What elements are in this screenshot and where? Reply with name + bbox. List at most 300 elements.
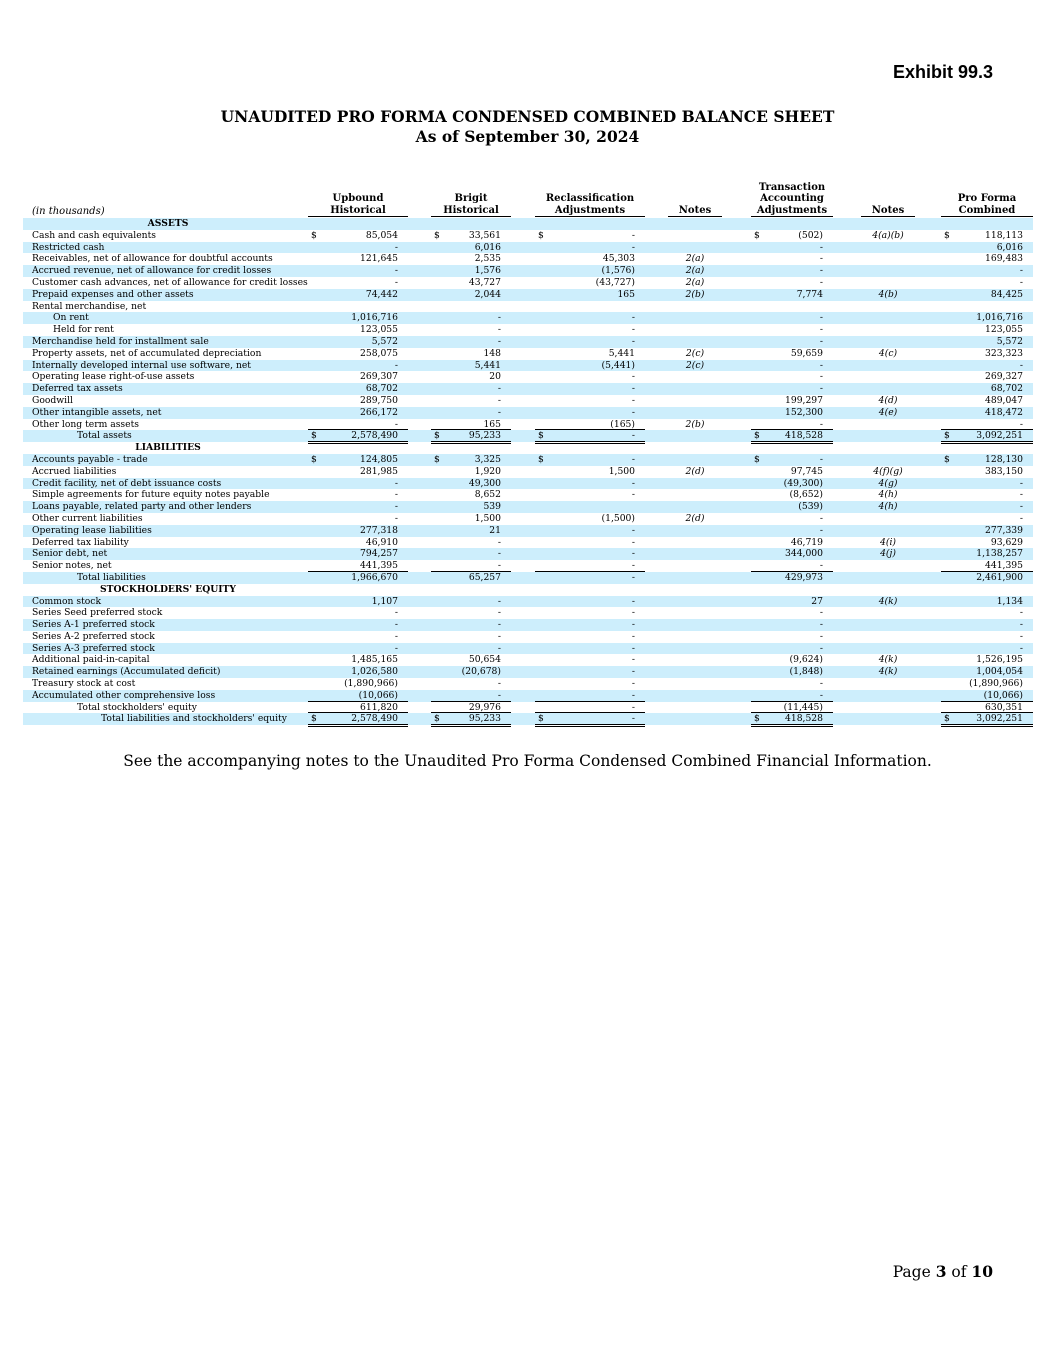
row-label: Internally developed internal use software, net [32, 359, 252, 371]
cell-up [308, 607, 408, 619]
cell-pf [941, 643, 1033, 655]
cell-ta [751, 489, 833, 501]
cell-re [535, 513, 645, 525]
cell-up [308, 619, 408, 631]
cell-value: - [631, 630, 635, 642]
row-label: Held for rent [53, 324, 114, 336]
cell-value: - [394, 265, 398, 277]
cell-value: 418,472 [985, 406, 1023, 418]
cell-up [308, 690, 408, 702]
cell-ta [751, 537, 833, 549]
cell-value: 199,297 [785, 394, 823, 406]
cell-up [308, 548, 408, 560]
cell-re [535, 395, 645, 407]
cell-re [535, 301, 645, 313]
note-reference: 2(b) [685, 288, 705, 300]
header-transaction-accounting-adjustments: Transaction Accounting Adjustments [751, 182, 833, 218]
cell-value: - [819, 324, 823, 336]
cell-br [431, 253, 511, 265]
cell-up [308, 489, 408, 501]
row-label: Restricted cash [32, 241, 105, 253]
cell-value: 128,130 [985, 453, 1023, 465]
cell-re [535, 383, 645, 395]
column-headers [23, 180, 1033, 218]
row-label: Accrued revenue, net of allowance for credit losses [32, 265, 272, 277]
cell-value: 124,805 [360, 453, 398, 465]
cell-pf [941, 478, 1033, 490]
cell-re [535, 619, 645, 631]
cell-value: 3,092,251 [976, 430, 1023, 442]
cell-value: - [631, 312, 635, 324]
row-label: Accounts payable - trade [32, 453, 148, 465]
row-label: Accumulated other comprehensive loss [32, 689, 216, 701]
cell-value: - [631, 701, 635, 713]
cell-value: 441,395 [360, 560, 398, 572]
table-row [23, 572, 1033, 584]
cell-value: 269,307 [360, 371, 398, 383]
cell-value: - [819, 642, 823, 654]
cell-value: - [819, 418, 823, 430]
cell-br [431, 478, 511, 490]
cell-re [535, 690, 645, 702]
row-label: Series A-2 preferred stock [32, 630, 155, 642]
cell-value: - [819, 371, 823, 383]
row-label: Operating lease right-of-use assets [32, 371, 195, 383]
table-row [23, 324, 1033, 336]
cell-value: 68,702 [365, 383, 398, 395]
cell-br [431, 654, 511, 666]
cell-value: 2,461,900 [976, 571, 1023, 583]
cell-re [535, 360, 645, 372]
cell-value: - [631, 607, 635, 619]
cell-value: 27 [811, 595, 823, 607]
note-reference: 4(c) [878, 347, 898, 359]
cell-value: 489,047 [985, 394, 1023, 406]
cell-pf [941, 289, 1033, 301]
cell-pf [941, 301, 1033, 313]
cell-value: 266,172 [360, 406, 398, 418]
cell-value: (11,445) [783, 701, 823, 713]
cell-value: 165 [617, 288, 635, 300]
cell-value: - [631, 595, 635, 607]
note-reference: 4(k) [878, 595, 898, 607]
cell-up [308, 371, 408, 383]
cell-br [431, 690, 511, 702]
cell-pf [941, 395, 1033, 407]
note-reference: 2(d) [685, 465, 705, 477]
cell-value: - [631, 548, 635, 560]
cell-value: - [631, 406, 635, 418]
cell-value: 1,107 [371, 595, 398, 607]
table-row [23, 336, 1033, 348]
cell-value: - [819, 678, 823, 690]
cell-pf [941, 242, 1033, 254]
cell-value: 95,233 [468, 713, 501, 725]
cell-value: - [394, 512, 398, 524]
cell-value: 20 [489, 371, 501, 383]
row-label: Cash and cash equivalents [32, 229, 156, 241]
cell-value: - [394, 501, 398, 513]
cell-value: 3,325 [474, 453, 501, 465]
currency-symbol: $ [754, 453, 760, 465]
cell-pf [941, 230, 1033, 242]
cell-value: 539 [483, 501, 501, 513]
cell-value: - [497, 324, 501, 336]
row-label: Total assets [77, 430, 132, 442]
cell-re [535, 548, 645, 560]
cell-up [308, 713, 408, 727]
cell-value: 43,727 [468, 276, 501, 288]
cell-br [431, 489, 511, 501]
cell-pf [941, 253, 1033, 265]
cell-up [308, 643, 408, 655]
cell-ta [751, 713, 833, 727]
cell-value: 323,323 [985, 347, 1023, 359]
cell-ta [751, 265, 833, 277]
cell-re [535, 454, 645, 466]
cell-value: - [631, 560, 635, 572]
cell-value: 45,303 [602, 253, 635, 265]
cell-value: 2,044 [474, 288, 501, 300]
cell-ta [751, 654, 833, 666]
row-label: On rent [53, 312, 89, 324]
cell-re [535, 489, 645, 501]
cell-value: 1,485,165 [351, 654, 398, 666]
cell-value: - [497, 406, 501, 418]
page-total: 10 [971, 1262, 993, 1281]
cell-ta [751, 312, 833, 324]
cell-value: 1,016,716 [351, 312, 398, 324]
table-row [23, 713, 1033, 725]
cell-up [308, 702, 408, 714]
cell-value: 29,976 [468, 701, 501, 713]
cell-value: - [631, 430, 635, 442]
table-row [23, 631, 1033, 643]
cell-br [431, 537, 511, 549]
cell-value: (5,441) [601, 359, 635, 371]
cell-value: - [394, 359, 398, 371]
cell-value: - [631, 536, 635, 548]
row-label: Customer cash advances, net of allowance for credit losses [32, 276, 308, 288]
cell-re [535, 289, 645, 301]
table-row [23, 289, 1033, 301]
cell-up [308, 336, 408, 348]
cell-value: 1,966,670 [351, 571, 398, 583]
row-label: Accrued liabilities [32, 465, 117, 477]
cell-pf [941, 336, 1033, 348]
cell-value: 123,055 [985, 324, 1023, 336]
row-label: Total stockholders' equity [77, 701, 197, 713]
note-reference: 4(k) [878, 654, 898, 666]
cell-value: (8,652) [789, 489, 823, 501]
cell-pf [941, 513, 1033, 525]
cell-pf [941, 371, 1033, 383]
cell-br [431, 596, 511, 608]
cell-re [535, 466, 645, 478]
cell-value: - [819, 619, 823, 631]
cell-value: (10,066) [358, 689, 398, 701]
cell-value: 8,652 [474, 489, 501, 501]
table-row [23, 501, 1033, 513]
balance-sheet-table [23, 218, 1033, 725]
note-reference: 4(h) [878, 501, 898, 513]
note-reference: 2(a) [685, 276, 705, 288]
cell-value: - [819, 524, 823, 536]
cell-pf [941, 265, 1033, 277]
table-row [23, 277, 1033, 289]
row-label: Other current liabilities [32, 512, 143, 524]
note-reference: 4(k) [878, 666, 898, 678]
cell-value: 2,578,490 [351, 430, 398, 442]
title-line-1: UNAUDITED PRO FORMA CONDENSED COMBINED BALANCE SHEET [220, 107, 835, 126]
cell-up [308, 301, 408, 313]
cell-ta [751, 230, 833, 242]
cell-value: 33,561 [468, 229, 501, 241]
cell-value: - [819, 607, 823, 619]
row-label: Rental merchandise, net [32, 300, 147, 312]
cell-value: - [819, 560, 823, 572]
table-row [23, 395, 1033, 407]
cell-up [308, 324, 408, 336]
cell-value: 1,134 [996, 595, 1023, 607]
cell-pf [941, 324, 1033, 336]
cell-up [308, 395, 408, 407]
table-row [23, 643, 1033, 655]
section-header-row [23, 442, 1033, 454]
cell-value: 21 [489, 524, 501, 536]
cell-ta [751, 607, 833, 619]
cell-re [535, 348, 645, 360]
cell-pf [941, 654, 1033, 666]
cell-value: - [497, 335, 501, 347]
table-row [23, 265, 1033, 277]
cell-pf [941, 631, 1033, 643]
row-label: Loans payable, related party and other lenders [32, 501, 252, 513]
cell-re [535, 678, 645, 690]
cell-value: (1,576) [601, 265, 635, 277]
cell-re [535, 654, 645, 666]
cell-ta [751, 690, 833, 702]
cell-value: 269,327 [985, 371, 1023, 383]
cell-value: 148 [483, 347, 501, 359]
cell-up [308, 537, 408, 549]
cell-re [535, 253, 645, 265]
section-header-row [23, 218, 1033, 230]
unit-label: (in thousands) [32, 206, 105, 217]
cell-re [535, 265, 645, 277]
cell-value: 97,745 [790, 465, 823, 477]
cell-ta [751, 253, 833, 265]
cell-re [535, 312, 645, 324]
cell-value: - [497, 630, 501, 642]
row-label: Deferred tax assets [32, 383, 123, 395]
cell-pf [941, 383, 1033, 395]
cell-ta [751, 678, 833, 690]
header-pro-forma-combined: Pro Forma Combined [941, 193, 1033, 217]
cell-br [431, 619, 511, 631]
cell-value: 1,016,716 [976, 312, 1023, 324]
cell-value: - [819, 630, 823, 642]
currency-symbol: $ [538, 453, 544, 465]
cell-value: - [394, 477, 398, 489]
row-label: Goodwill [32, 394, 73, 406]
cell-value: 6,016 [996, 241, 1023, 253]
cell-pf [941, 713, 1033, 727]
cell-value: - [1019, 642, 1023, 654]
cell-ta [751, 360, 833, 372]
cell-ta [751, 348, 833, 360]
cell-pf [941, 537, 1033, 549]
cell-value: (539) [798, 501, 823, 513]
cell-pf [941, 489, 1033, 501]
currency-symbol: $ [538, 229, 544, 241]
currency-symbol: $ [754, 229, 760, 241]
currency-symbol: $ [754, 713, 760, 725]
cell-ta [751, 395, 833, 407]
cell-value: 95,233 [468, 430, 501, 442]
cell-up [308, 360, 408, 372]
cell-value: - [819, 359, 823, 371]
row-label: Senior debt, net [32, 548, 108, 560]
cell-value: - [1019, 630, 1023, 642]
cell-pf [941, 348, 1033, 360]
cell-value: 429,973 [785, 571, 823, 583]
cell-br [431, 312, 511, 324]
cell-ta [751, 643, 833, 655]
cell-br [431, 548, 511, 560]
cell-br [431, 466, 511, 478]
cell-br [431, 560, 511, 572]
cell-value: 441,395 [985, 560, 1023, 572]
document-title [0, 107, 1055, 147]
cell-value: 289,750 [360, 394, 398, 406]
cell-br [431, 289, 511, 301]
cell-value: - [631, 453, 635, 465]
cell-value: (1,890,966) [344, 678, 398, 690]
cell-pf [941, 690, 1033, 702]
cell-ta [751, 383, 833, 395]
cell-value: - [631, 689, 635, 701]
cell-value: - [497, 607, 501, 619]
cell-re [535, 666, 645, 678]
cell-br [431, 395, 511, 407]
cell-value: - [819, 265, 823, 277]
cell-ta [751, 478, 833, 490]
cell-value: - [1019, 619, 1023, 631]
cell-re [535, 643, 645, 655]
cell-value: - [1019, 265, 1023, 277]
cell-value: (20,678) [461, 666, 501, 678]
cell-value: (1,500) [601, 512, 635, 524]
cell-value: 46,719 [790, 536, 823, 548]
cell-ta [751, 560, 833, 572]
table-row [23, 654, 1033, 666]
cell-pf [941, 702, 1033, 714]
cell-pf [941, 277, 1033, 289]
cell-ta [751, 572, 833, 584]
currency-symbol: $ [434, 713, 440, 725]
table-row [23, 301, 1033, 313]
cell-value: - [497, 560, 501, 572]
cell-value: (10,066) [983, 689, 1023, 701]
row-label: Prepaid expenses and other assets [32, 288, 194, 300]
cell-value: 68,702 [990, 383, 1023, 395]
cell-br [431, 501, 511, 513]
row-label: Treasury stock at cost [32, 678, 136, 690]
cell-up [308, 407, 408, 419]
cell-up [308, 265, 408, 277]
cell-value: - [1019, 418, 1023, 430]
cell-value: 277,339 [985, 524, 1023, 536]
cell-up [308, 253, 408, 265]
row-label: Other long term assets [32, 418, 139, 430]
cell-re [535, 560, 645, 572]
cell-value: 6,016 [474, 241, 501, 253]
note-reference: 4(i) [880, 536, 896, 548]
row-label: Additional paid-in-capital [32, 654, 150, 666]
cell-re [535, 702, 645, 714]
cell-value: 1,500 [608, 465, 635, 477]
section-label: LIABILITIES [135, 442, 201, 454]
cell-value: - [394, 642, 398, 654]
row-label: Series A-1 preferred stock [32, 619, 155, 631]
table-row [23, 560, 1033, 572]
cell-value: - [394, 607, 398, 619]
cell-pf [941, 607, 1033, 619]
cell-ta [751, 631, 833, 643]
cell-br [431, 419, 511, 431]
currency-symbol: $ [311, 229, 317, 241]
table-row [23, 690, 1033, 702]
cell-value: 123,055 [360, 324, 398, 336]
cell-re [535, 242, 645, 254]
cell-br [431, 230, 511, 242]
cell-value: 1,026,580 [351, 666, 398, 678]
cell-value: 93,629 [990, 536, 1023, 548]
cell-value: - [497, 394, 501, 406]
cell-br [431, 348, 511, 360]
row-label: Receivables, net of allowance for doubtful accounts [32, 253, 273, 265]
cell-br [431, 513, 511, 525]
table-row [23, 430, 1033, 442]
cell-ta [751, 666, 833, 678]
cell-re [535, 596, 645, 608]
cell-value: - [819, 312, 823, 324]
currency-symbol: $ [944, 430, 950, 442]
cell-value: 1,500 [474, 512, 501, 524]
cell-value: - [819, 276, 823, 288]
cell-up [308, 230, 408, 242]
cell-re [535, 407, 645, 419]
cell-ta [751, 407, 833, 419]
cell-value: - [819, 253, 823, 265]
cell-value: 65,257 [468, 571, 501, 583]
cell-value: 630,351 [985, 701, 1023, 713]
cell-ta [751, 513, 833, 525]
cell-br [431, 360, 511, 372]
cell-value: - [819, 241, 823, 253]
cell-value: - [631, 394, 635, 406]
cell-value: 281,985 [360, 465, 398, 477]
cell-value: - [497, 689, 501, 701]
cell-br [431, 702, 511, 714]
cell-value: 1,526,195 [976, 654, 1023, 666]
table-row [23, 525, 1033, 537]
cell-value: - [819, 689, 823, 701]
cell-ta [751, 324, 833, 336]
section-label: STOCKHOLDERS' EQUITY [100, 583, 236, 595]
cell-value: - [631, 524, 635, 536]
